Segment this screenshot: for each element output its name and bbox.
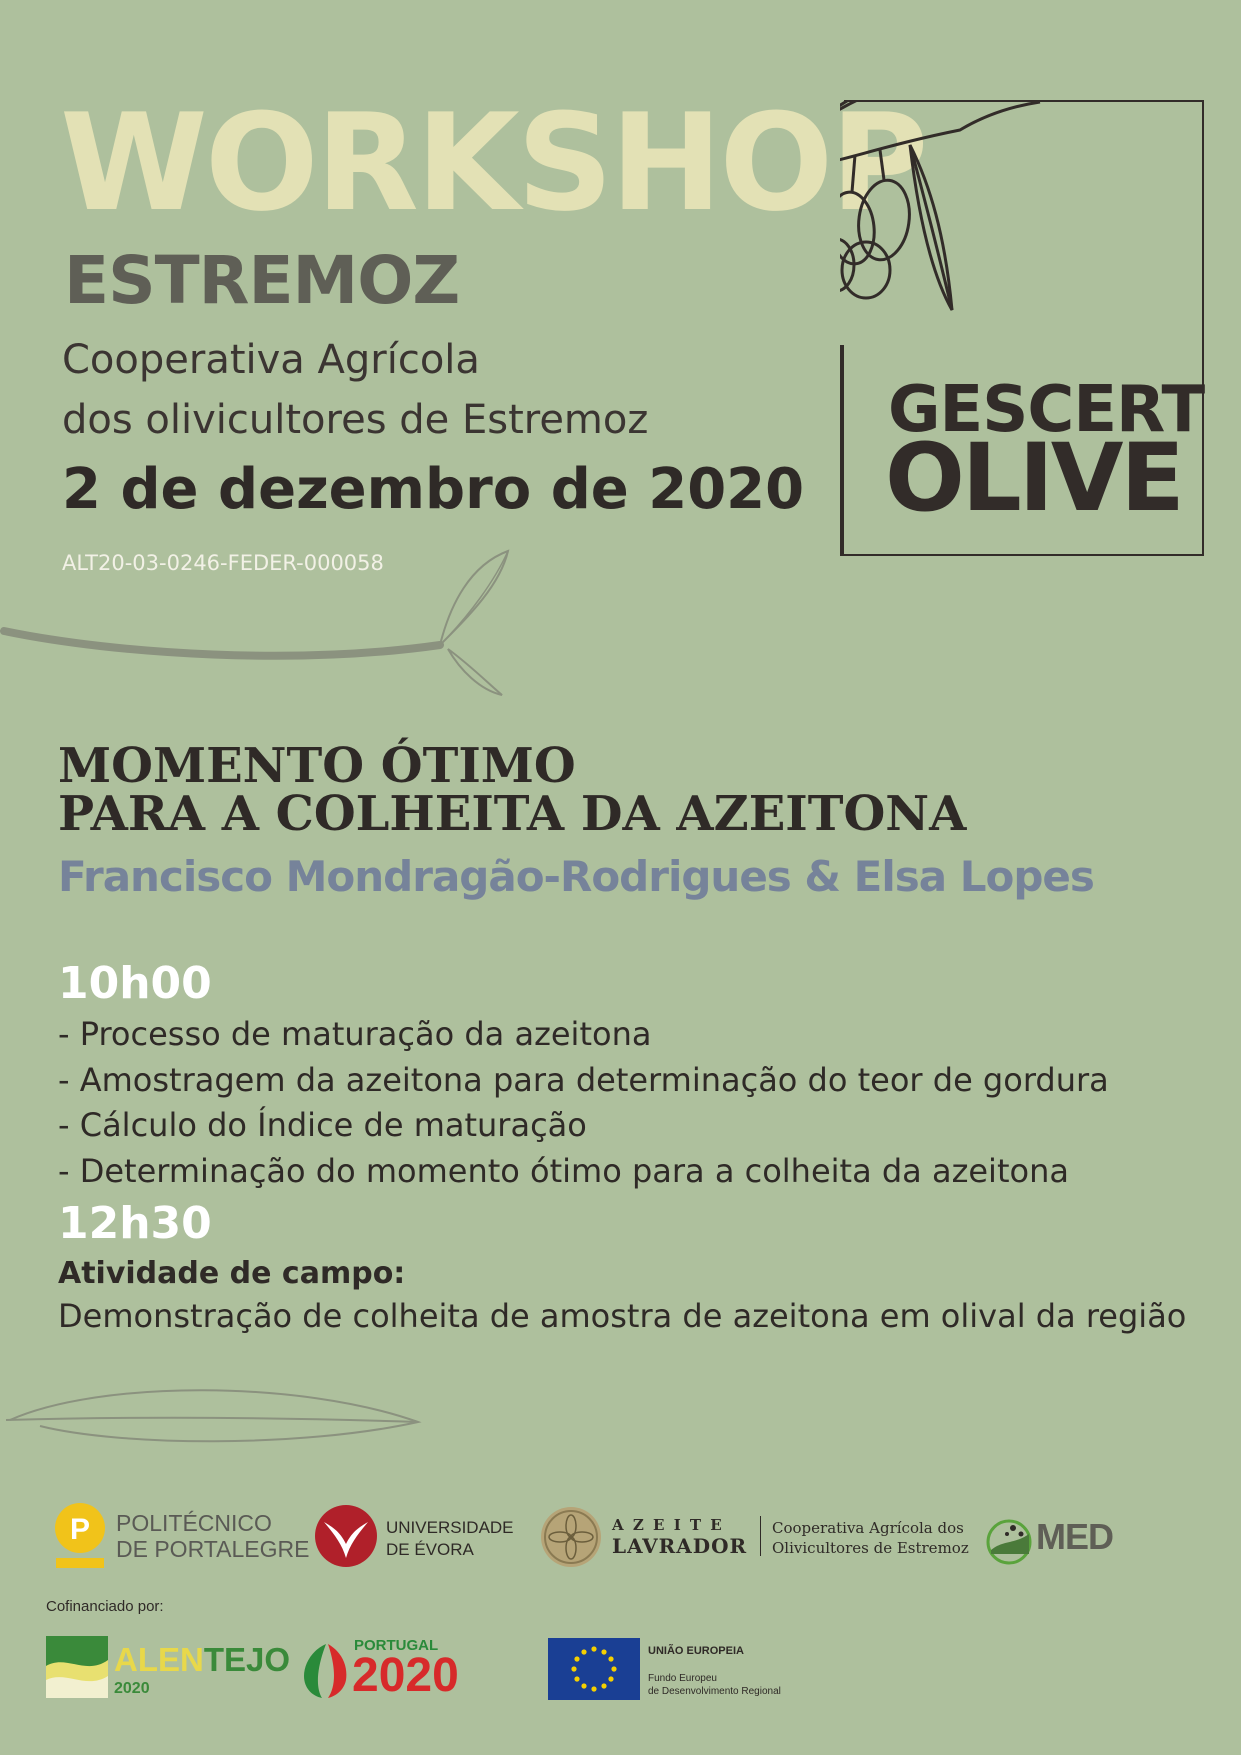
session-1-agenda (58, 1012, 1109, 1194)
evora-logo-icon (314, 1504, 378, 1568)
portugal-label: PORTUGAL (354, 1637, 439, 1654)
politecnico-line-2: DE PORTALEGRE (116, 1536, 310, 1562)
eu-line-2: de Desenvolvimento Regional (648, 1686, 781, 1697)
logo-text-olive: OLIVE (885, 424, 1182, 533)
speakers: Francisco Mondragão-Rodrigues & Elsa Lopes (58, 852, 1094, 901)
med-logo-icon (985, 1514, 1037, 1566)
azeite-line-2: LAVRADOR (612, 1534, 748, 1558)
eu-fund (648, 1672, 781, 1698)
coop-line-2: Olivicultores de Estremoz (772, 1539, 969, 1557)
topic-line-1: MOMENTO ÓTIMO (58, 738, 576, 794)
coop-line-1: Cooperativa Agrícola dos (772, 1519, 964, 1537)
alentejo-text-a: ALEN (114, 1641, 204, 1678)
evora-name (386, 1517, 514, 1561)
portugal-2020-emblem-icon (302, 1640, 350, 1700)
portugal-year: 2020 (352, 1649, 459, 1702)
city-name: ESTREMOZ (64, 242, 460, 319)
venue-line-2: dos olivicultores de Estremoz (62, 397, 649, 443)
politecnico-name (116, 1510, 309, 1562)
alentejo-text-b: TEJO (203, 1641, 291, 1678)
politecnico-letter: P (69, 1513, 91, 1546)
alentejo-logo-icon (46, 1636, 108, 1698)
evora-line-2: DE ÉVORA (386, 1540, 474, 1559)
agenda-item: - Processo de maturação da azeitona (58, 1015, 652, 1053)
branch-decoration-icon (0, 545, 520, 705)
evora-line-1: UNIVERSIDADE (386, 1518, 514, 1537)
cooperativa-name (772, 1518, 969, 1558)
eu-flag-icon (548, 1638, 640, 1700)
med-text: MED (1036, 1516, 1113, 1557)
olive-branch-icon (840, 100, 1040, 310)
agenda-item: - Amostragem da azeitona para determinação do teor de gordura (58, 1060, 1109, 1099)
leaf-decoration-icon (0, 1380, 430, 1450)
eu-line-1: Fundo Europeu (648, 1673, 717, 1684)
alentejo-year: 2020 (114, 1680, 150, 1697)
partner-divider (760, 1516, 761, 1556)
agenda-item: - Cálculo do Índice de maturação (58, 1106, 587, 1144)
azeite-line-1: A Z E I T E (612, 1516, 724, 1534)
field-activity-description: Demonstração de colheita de amostra de azeitona em olival da região (58, 1297, 1187, 1335)
venue (62, 330, 648, 450)
session-1-time: 10h00 (58, 958, 212, 1009)
session-2-time: 12h30 (58, 1198, 212, 1249)
topic-line-2: PARA A COLHEITA DA AZEITONA (58, 786, 967, 842)
agenda-item: - Determinação do momento ótimo para a colheita da azeitona (58, 1151, 1069, 1190)
field-activity-title: Atividade de campo: (58, 1256, 406, 1291)
cofinanced-label: Cofinanciado por: (46, 1598, 164, 1615)
eu-title: UNIÃO EUROPEIA (648, 1645, 744, 1657)
alentejo-text (114, 1643, 290, 1676)
logo-text-gescert: GESCERT (888, 373, 1205, 447)
topic-title (58, 738, 967, 842)
politecnico-logo-icon (54, 1502, 106, 1570)
venue-line-1: Cooperativa Agrícola (62, 337, 480, 383)
azeite-lavrador-name (612, 1516, 747, 1558)
politecnico-line-1: POLITÉCNICO (116, 1510, 272, 1536)
project-code: ALT20-03-0246-FEDER-000058 (62, 551, 384, 575)
event-date: 2 de dezembro de 2020 (62, 457, 805, 522)
workshop-title: WORKSHOP (60, 85, 926, 241)
azeite-lavrador-emblem-icon (540, 1506, 602, 1568)
